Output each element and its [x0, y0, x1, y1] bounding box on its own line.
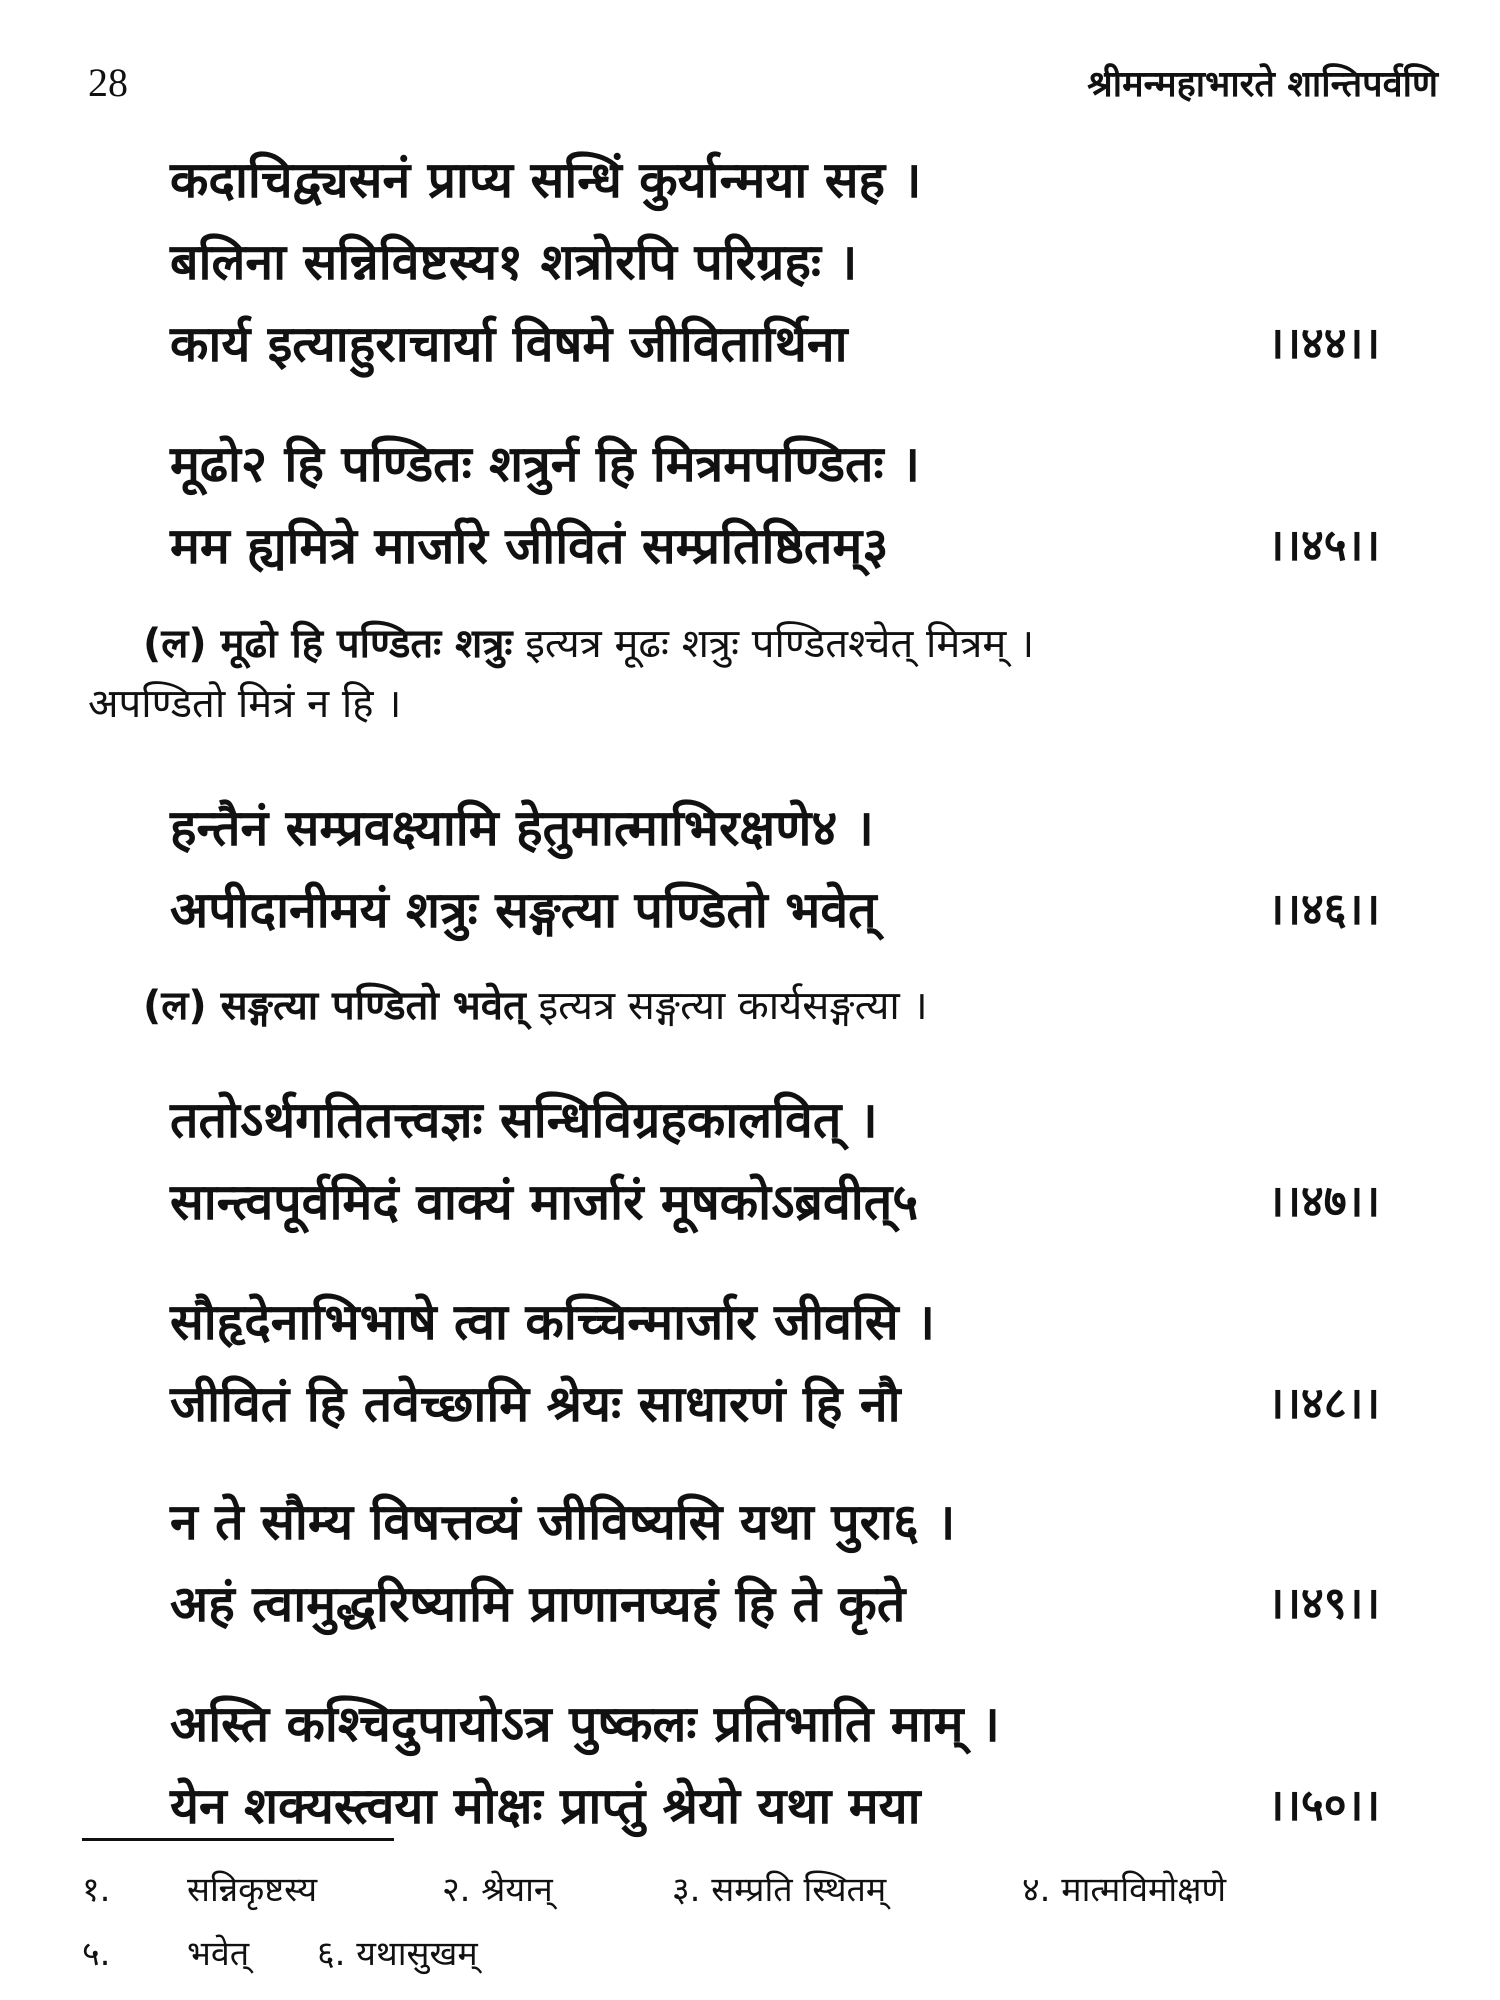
verse-number-44: ।।४४।। — [1267, 318, 1380, 369]
verse-50-line-2: येन शक्यस्त्वया मोक्षः प्राप्तुं श्रेयो यथा मया — [170, 1777, 921, 1835]
commentary-2-text: इत्यत्र सङ्गत्या कार्यसङ्गत्या । — [538, 983, 928, 1029]
footnote-1-text: सन्निकृष्टस्य — [187, 1870, 318, 1910]
verse-46-line-1: हन्तैनं सम्प्रवक्ष्यामि हेतुमात्माभिरक्षणे४ । — [170, 799, 874, 857]
verse-48-line-2: जीवितं हि तवेच्छामि श्रेयः साधारणं हि नौ — [170, 1375, 901, 1433]
commentary-2-line-1 — [88, 976, 1438, 1036]
footnote-row-2 — [82, 1922, 1462, 1986]
verse-45-line-1: मूढो२ हि पण्डितः शत्रुर्न हि मित्रमपण्डितः । — [170, 435, 920, 493]
footnote-4: ४. मात्मविमोक्षणे — [1022, 1870, 1227, 1910]
verse-number-48: ।।४८।। — [1267, 1378, 1380, 1429]
commentary-1-quote: (ल) मूढो हि पण्डितः शत्रुः — [143, 621, 513, 667]
footnote-3: ३. सम्प्रति स्थितम् — [672, 1870, 887, 1910]
commentary-2 — [88, 976, 1438, 1036]
running-head: श्रीमन्महाभारते शान्तिपर्वणि — [1087, 64, 1438, 105]
verse-number-49: ।।४९।। — [1267, 1578, 1380, 1629]
verse-50-line-1: अस्ति कश्चिदुपायोऽत्र पुष्कलः प्रतिभाति माम् । — [170, 1695, 1000, 1753]
commentary-1-line-1 — [88, 614, 1438, 674]
verse-45-line-2: मम ह्यमित्रे मार्जारे जीवितं सम्प्रतिष्ठितम्३ — [170, 517, 889, 575]
verse-44-line-2: बलिना सन्निविष्टस्य१ शत्रोरपि परिग्रहः । — [170, 233, 858, 291]
verse-47-line-1: ततोऽर्थगतितत्त्वज्ञः सन्धिविग्रहकालवित् । — [170, 1091, 878, 1149]
footnote-5-marker: ५. — [82, 1934, 111, 1974]
verse-number-46: ।।४६।। — [1267, 884, 1380, 935]
verse-48-line-1: सौहृदेनाभिभाषे त्वा कच्चिन्मार्जार जीवसि । — [170, 1293, 935, 1351]
verse-44-line-3: कार्य इत्याहुराचार्या विषमे जीवितार्थिना — [170, 315, 848, 373]
commentary-1 — [88, 614, 1438, 734]
footnote-5-text: भवेत् — [187, 1934, 250, 1974]
footnote-6: ६. यथासुखम् — [317, 1934, 478, 1974]
page-number: 28 — [88, 60, 128, 105]
footnote-1-marker: १. — [82, 1870, 111, 1910]
commentary-1-line-2: अपण्डितो मित्रं न हि । — [88, 681, 402, 727]
verse-49-line-1: न ते सौम्य विषत्तव्यं जीविष्यसि यथा पुरा६ । — [170, 1493, 956, 1551]
verse-number-50: ।।५०।। — [1267, 1780, 1380, 1831]
verse-47-line-2: सान्त्वपूर्वमिदं वाक्यं मार्जारं मूषकोऽब्रवीत्५ — [170, 1173, 919, 1231]
footnote-2: २. श्रेयान् — [442, 1870, 553, 1910]
footnotes — [82, 1858, 1462, 1986]
verse-49-line-2: अहं त्वामुद्धरिष्यामि प्राणानप्यहं हि ते कृते — [170, 1575, 906, 1633]
verse-number-45: ।।४५।। — [1267, 520, 1380, 571]
footnote-row-1 — [82, 1858, 1462, 1922]
footnote-rule — [82, 1838, 394, 1841]
commentary-2-quote: (ल) सङ्गत्या पण्डितो भवेत् — [143, 983, 526, 1029]
verse-44-line-1: कदाचिद्व्यसनं प्राप्य सन्धिं कुर्यान्मया सह । — [170, 151, 922, 209]
page-header — [0, 58, 1500, 128]
commentary-1-text: इत्यत्र मूढः शत्रुः पण्डितश्चेत् मित्रम् । — [525, 621, 1035, 667]
verse-number-47: ।।४७।। — [1267, 1176, 1380, 1227]
verse-46-line-2: अपीदानीमयं शत्रुः सङ्गत्या पण्डितो भवेत् — [170, 881, 877, 939]
